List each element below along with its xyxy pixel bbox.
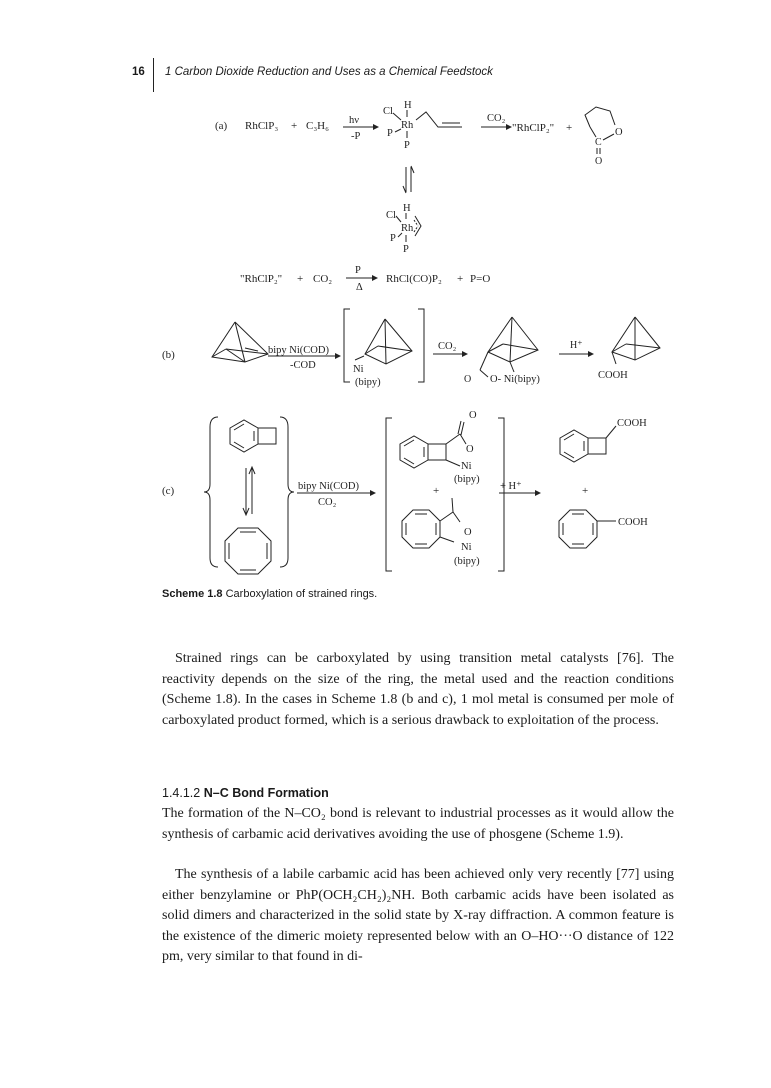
- scheme-a-eq-arrow-head: [372, 275, 378, 281]
- paragraph-carbamic-acid: The synthesis of a labile carbamic acid has been achieved only very recently [77] using either benzylamine or PhP(OCH₂CH₂)₂NH. Both carbamic acids have been isolated as solid dimers and characterized in the solid state by X-ray diffraction. A common feature is the existence of the dimeric moiety represented below with an O–HO···O distance of 122 pm, very similar to that found in di-: [162, 867, 674, 964]
- scheme-b-bracket-left: [344, 309, 350, 382]
- scheme-a-cl-bond: [393, 113, 401, 120]
- scheme-a-allyl-chain: [416, 112, 462, 127]
- scheme-a-product: "RhClP₂": [512, 122, 555, 134]
- scheme-b-product-polycycle: [612, 317, 660, 364]
- scheme-a-ring-o: O: [615, 127, 623, 138]
- scheme-a-eq-product: RhCl(CO)P₂: [386, 273, 442, 285]
- scheme-b-arrow1-head: [335, 353, 341, 359]
- scheme-a-eq-plus2: +: [457, 273, 464, 285]
- scheme-a-eq-co2: CO₂: [313, 273, 333, 285]
- scheme-a-co-bond: [603, 134, 614, 140]
- scheme-c-o-top: O: [469, 410, 477, 421]
- scheme-c-ni2: Ni: [461, 542, 472, 553]
- subsection-title: N–C Bond Formation: [203, 786, 329, 800]
- scheme-a-arrow1-head: [373, 124, 379, 130]
- scheme-c-product-benzocyclobutene-acid: [560, 426, 616, 462]
- scheme-c-bipy2: (bipy): [454, 556, 480, 567]
- scheme-a-rh2-p-bond: [398, 233, 402, 237]
- scheme-a-rh2-cl-bond: [396, 216, 401, 222]
- scheme-drawing: [150, 92, 670, 582]
- scheme-c-bipy1: (bipy): [454, 474, 480, 485]
- scheme-b-h-plus: H⁺: [570, 340, 583, 351]
- scheme-c-cooh2: COOH: [618, 517, 648, 528]
- scheme-a-eq-reactant: "RhClP₂": [240, 273, 283, 285]
- scheme-c-plus-right: +: [582, 485, 589, 497]
- scheme-a-rh-cl: Cl: [383, 106, 393, 117]
- scheme-b-label: (b): [162, 349, 175, 361]
- scheme-a-reactant2: C₃H₆: [306, 120, 329, 132]
- scheme-a-rh2-rh: Rh: [401, 223, 414, 234]
- scheme-a-cond-top: hν: [349, 115, 359, 126]
- header-divider: [153, 58, 154, 92]
- scheme-c-cond-top: bipy Ni(COD): [298, 481, 359, 492]
- scheme-b-arrow2-head: [462, 351, 468, 357]
- scheme-a-rh-p-bottom: P: [404, 140, 410, 151]
- scheme-a-rh2-h: H: [403, 203, 411, 214]
- scheme-b-bipy: (bipy): [355, 377, 381, 388]
- scheme-c-benzocyclobutene: [230, 420, 276, 452]
- paragraph-strained-rings: Strained rings can be carboxylated by using transition metal catalysts [76]. The reactivity depends on the size of the ring, the metal used and the reaction conditions (Scheme 1.8). In the cases in Scheme 1.8 (b and c), 1 mol metal is consumed per mole of carboxylated product formed, which is a serious drawback to exploitation of the process.: [162, 651, 674, 728]
- scheme-a-lactone-c-bond: [590, 127, 596, 137]
- subsection-heading: [162, 786, 329, 800]
- scheme-c-ni1: Ni: [461, 461, 472, 472]
- scheme-b-cond-bottom: -COD: [290, 360, 316, 371]
- scheme-c-cyclooctatetraene: [225, 528, 271, 574]
- scheme-c-o-ring2: O: [464, 527, 472, 538]
- scheme-a-rh-p-left: P: [387, 128, 393, 139]
- scheme-a-lactone-ring: [585, 107, 615, 127]
- scheme-b-cond-top: bipy Ni(COD): [268, 345, 329, 356]
- scheme-b-arrow3-head: [588, 351, 594, 357]
- scheme-c-label: (c): [162, 485, 175, 497]
- scheme-c-h-plus: + H⁺: [500, 481, 522, 492]
- scheme-a-rh2-cl: Cl: [386, 210, 396, 221]
- scheme-c-brace-left: [204, 417, 218, 567]
- scheme-c-bracket-right: [498, 418, 504, 571]
- scheme-a-eq-product2: P=O: [470, 273, 491, 285]
- scheme-b-carboxylate-polycycle: [480, 317, 538, 377]
- scheme-a-eq-plus1: +: [297, 273, 304, 285]
- scheme-a-rh-h: H: [404, 100, 412, 111]
- scheme-b-intermediate-polycycle: [355, 319, 412, 364]
- scheme-1-8: [150, 92, 670, 582]
- scheme-a-reactant1: RhClP₃: [245, 120, 279, 132]
- scheme-c-cot-nickelacycle: [402, 498, 460, 548]
- scheme-b-bracket-right: [418, 309, 424, 382]
- scheme-c-bracket-left: [386, 418, 392, 571]
- page-number: 16: [132, 66, 145, 78]
- scheme-c-benzo-nickelacycle: [400, 421, 466, 468]
- paragraph-n-co2-bond: The formation of the N–CO₂ bond is relevant to industrial processes as it would allow the synthesis of carbamic acid derivatives avoiding the use of phosgene (Scheme 1.9).: [162, 806, 674, 842]
- running-head: 1 Carbon Dioxide Reduction and Uses as a Chemical Feedstock: [165, 66, 493, 78]
- scheme-caption-text: Carboxylation of strained rings.: [225, 588, 378, 600]
- scheme-a-rh2-p-bottom: P: [403, 244, 409, 255]
- scheme-a-plus1: +: [291, 120, 298, 132]
- scheme-a-eq-cond-bottom: Δ: [356, 282, 363, 293]
- subsection-number: 1.4.1.2: [162, 786, 201, 800]
- scheme-a-cond-bottom: -P: [351, 131, 361, 142]
- scheme-a-eq-cond-top: P: [355, 265, 361, 276]
- scheme-b-co2: CO₂: [438, 341, 457, 352]
- scheme-c-brace-right: [280, 417, 294, 567]
- scheme-caption: [162, 588, 377, 600]
- scheme-caption-label: Scheme 1.8: [162, 588, 223, 600]
- scheme-b-reactant-polycycle: [212, 322, 268, 362]
- scheme-c-arrow2-head: [535, 490, 541, 496]
- scheme-c-cond-bottom: CO₂: [318, 497, 337, 508]
- scheme-b-ni: Ni: [353, 364, 364, 375]
- scheme-a-ring-c: C: [595, 137, 602, 148]
- scheme-a-rh-atom: Rh: [401, 120, 414, 131]
- scheme-b-o-left: O: [464, 374, 472, 385]
- scheme-c-plus-mid: +: [433, 485, 440, 497]
- scheme-c-cooh1: COOH: [617, 418, 647, 429]
- scheme-a-plus2: +: [566, 122, 573, 134]
- scheme-a-carbonyl-o: O: [595, 156, 603, 167]
- scheme-a-co2: CO₂: [487, 113, 506, 124]
- scheme-c-o-ring1: O: [466, 444, 474, 455]
- scheme-c-product-cot-acid: [559, 510, 616, 548]
- page-header: [0, 0, 771, 100]
- scheme-b-cooh: COOH: [598, 370, 628, 381]
- scheme-a-label: (a): [215, 120, 228, 132]
- scheme-a-rh2-p-left: P: [390, 233, 396, 244]
- scheme-b-o-ni: O- Ni(bipy): [490, 374, 540, 385]
- scheme-c-arrow1-head: [370, 490, 376, 496]
